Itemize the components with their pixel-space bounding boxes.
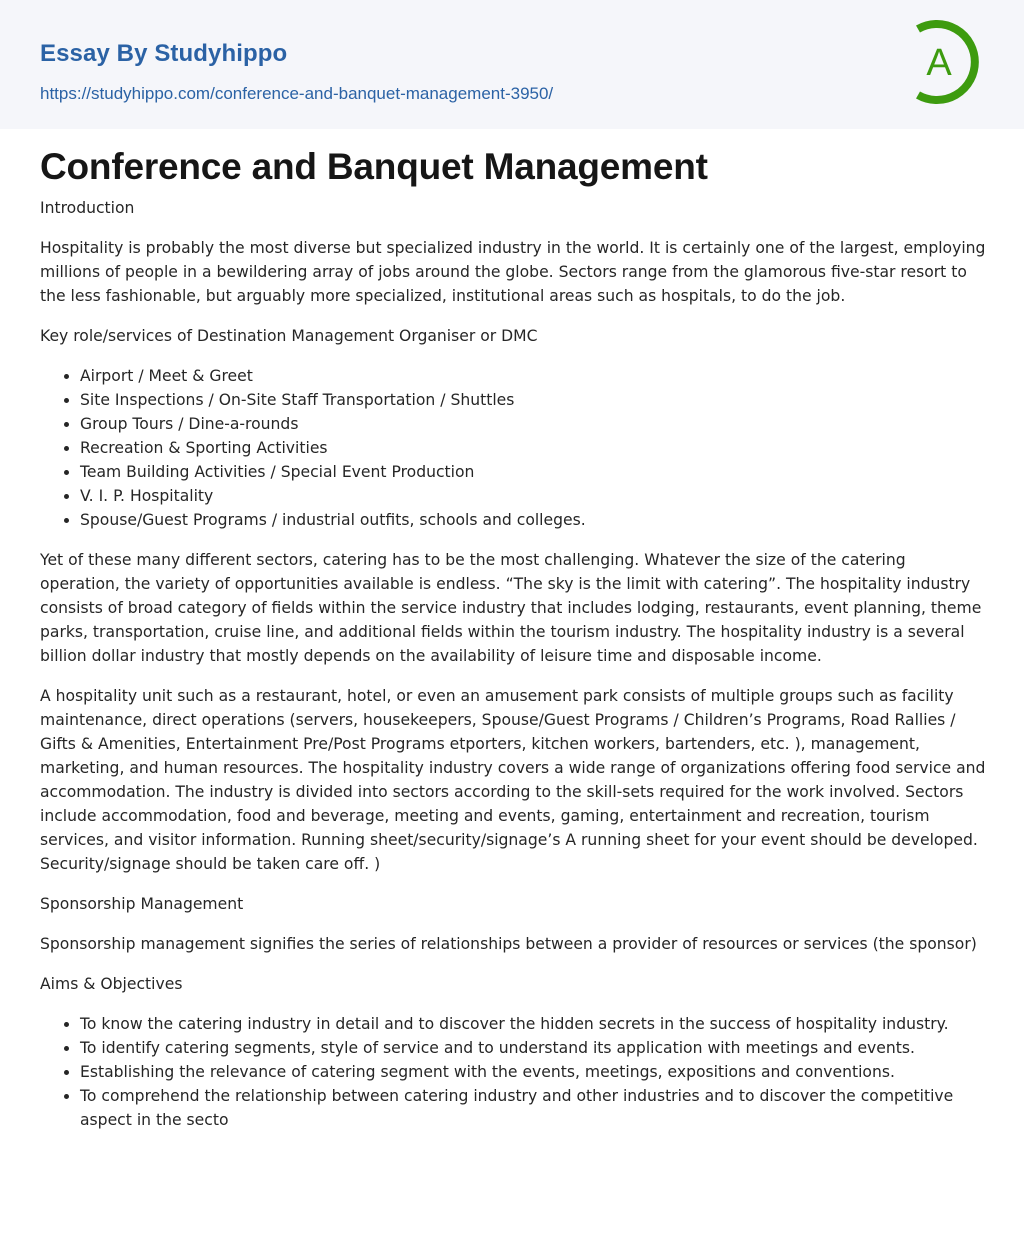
paragraph-hospitality-unit: A hospitality unit such as a restaurant, hotel, or even an amusement park consists of multiple groups such as facility maintenance, direct operations (servers, housekeepers, Spouse/Guest Programs / Children’s Programs, Road Rallies / Gifts & Amenities, Entertainment Pre/Post Programs etporters, kitchen workers, bartenders, etc. ), management, marketing, and human resources. The hospitality industry covers a wide range of organizations offering food service and accommodation. The industry is divided into sectors according to the skill-sets required for the work involved. Sectors include accommodation, food and beverage, meeting and events, gaming, entertainment and recreation, tourism services, and visitor information. Running sheet/security/signage’s A running sheet for your event should be developed. Security/signage should be taken care off. ) [40,687,986,873]
svg-text:A: A [926,42,952,84]
paragraph-catering: Yet of these many different sectors, catering has to be the most challenging. Whatever the size of the catering operation, the variety of opportunities available is endless. “The sky is the limit with catering”. The hospitality industry consists of broad category of fields within the service industry that includes lodging, restaurants, event planning, theme parks, transportation, cruise line, and additional fields within the tourism industry. The hospitality industry is a several billion dollar industry that mostly depends on the availability of leisure time and disposable income. [40,551,982,665]
dmc-services-list [40,364,990,532]
intro-heading: Introduction [40,199,135,217]
aims-list [40,1012,990,1132]
list-item: • To know the catering industry in detail and to discover the hidden secrets in the success of hospitality industry. [80,1012,990,1036]
list-item: • V. I. P. Hospitality [80,484,990,508]
source-url-link[interactable]: https://studyhippo.com/conference-and-banquet-management-3950/ [40,84,554,103]
list-item: • To comprehend the relationship between catering industry and other industries and to discover the competitive aspect in the secto [80,1084,990,1132]
paragraph-sponsorship: Sponsorship management signifies the series of relationships between a provider of resources or services (the sponsor) [40,935,977,953]
list-item: • Establishing the relevance of catering segment with the events, meetings, expositions and conventions. [80,1060,990,1084]
list-item: • To identify catering segments, style of service and to understand its application with meetings and events. [80,1036,990,1060]
list-item: • Site Inspections / On-Site Staff Transportation / Shuttles [80,388,990,412]
dmc-heading: Key role/services of Destination Management Organiser or DMC [40,327,538,345]
list-item: • Group Tours / Dine-a-rounds [80,412,990,436]
essay-title: Conference and Banquet Management [40,146,708,187]
list-item: • Recreation & Sporting Activities [80,436,990,460]
essay-body [40,196,990,1148]
aims-heading: Aims & Objectives [40,975,183,993]
list-item: • Team Building Activities / Special Event Production [80,460,990,484]
list-item: • Spouse/Guest Programs / industrial outfits, schools and colleges. [80,508,990,532]
brand-title: Essay By Studyhippo [40,40,288,67]
sponsorship-heading: Sponsorship Management [40,895,244,913]
list-item: • Airport / Meet & Greet [80,364,990,388]
paragraph-hospitality: Hospitality is probably the most diverse but specialized industry in the world. It is certainly one of the largest, employing millions of people in a bewildering array of jobs around the globe. Sectors range from the glamorous five-star resort to the less fashionable, but arguably more specialized, institutional areas such as hospitals, to do the job. [40,239,986,305]
studyhippo-logo-icon [910,17,990,107]
